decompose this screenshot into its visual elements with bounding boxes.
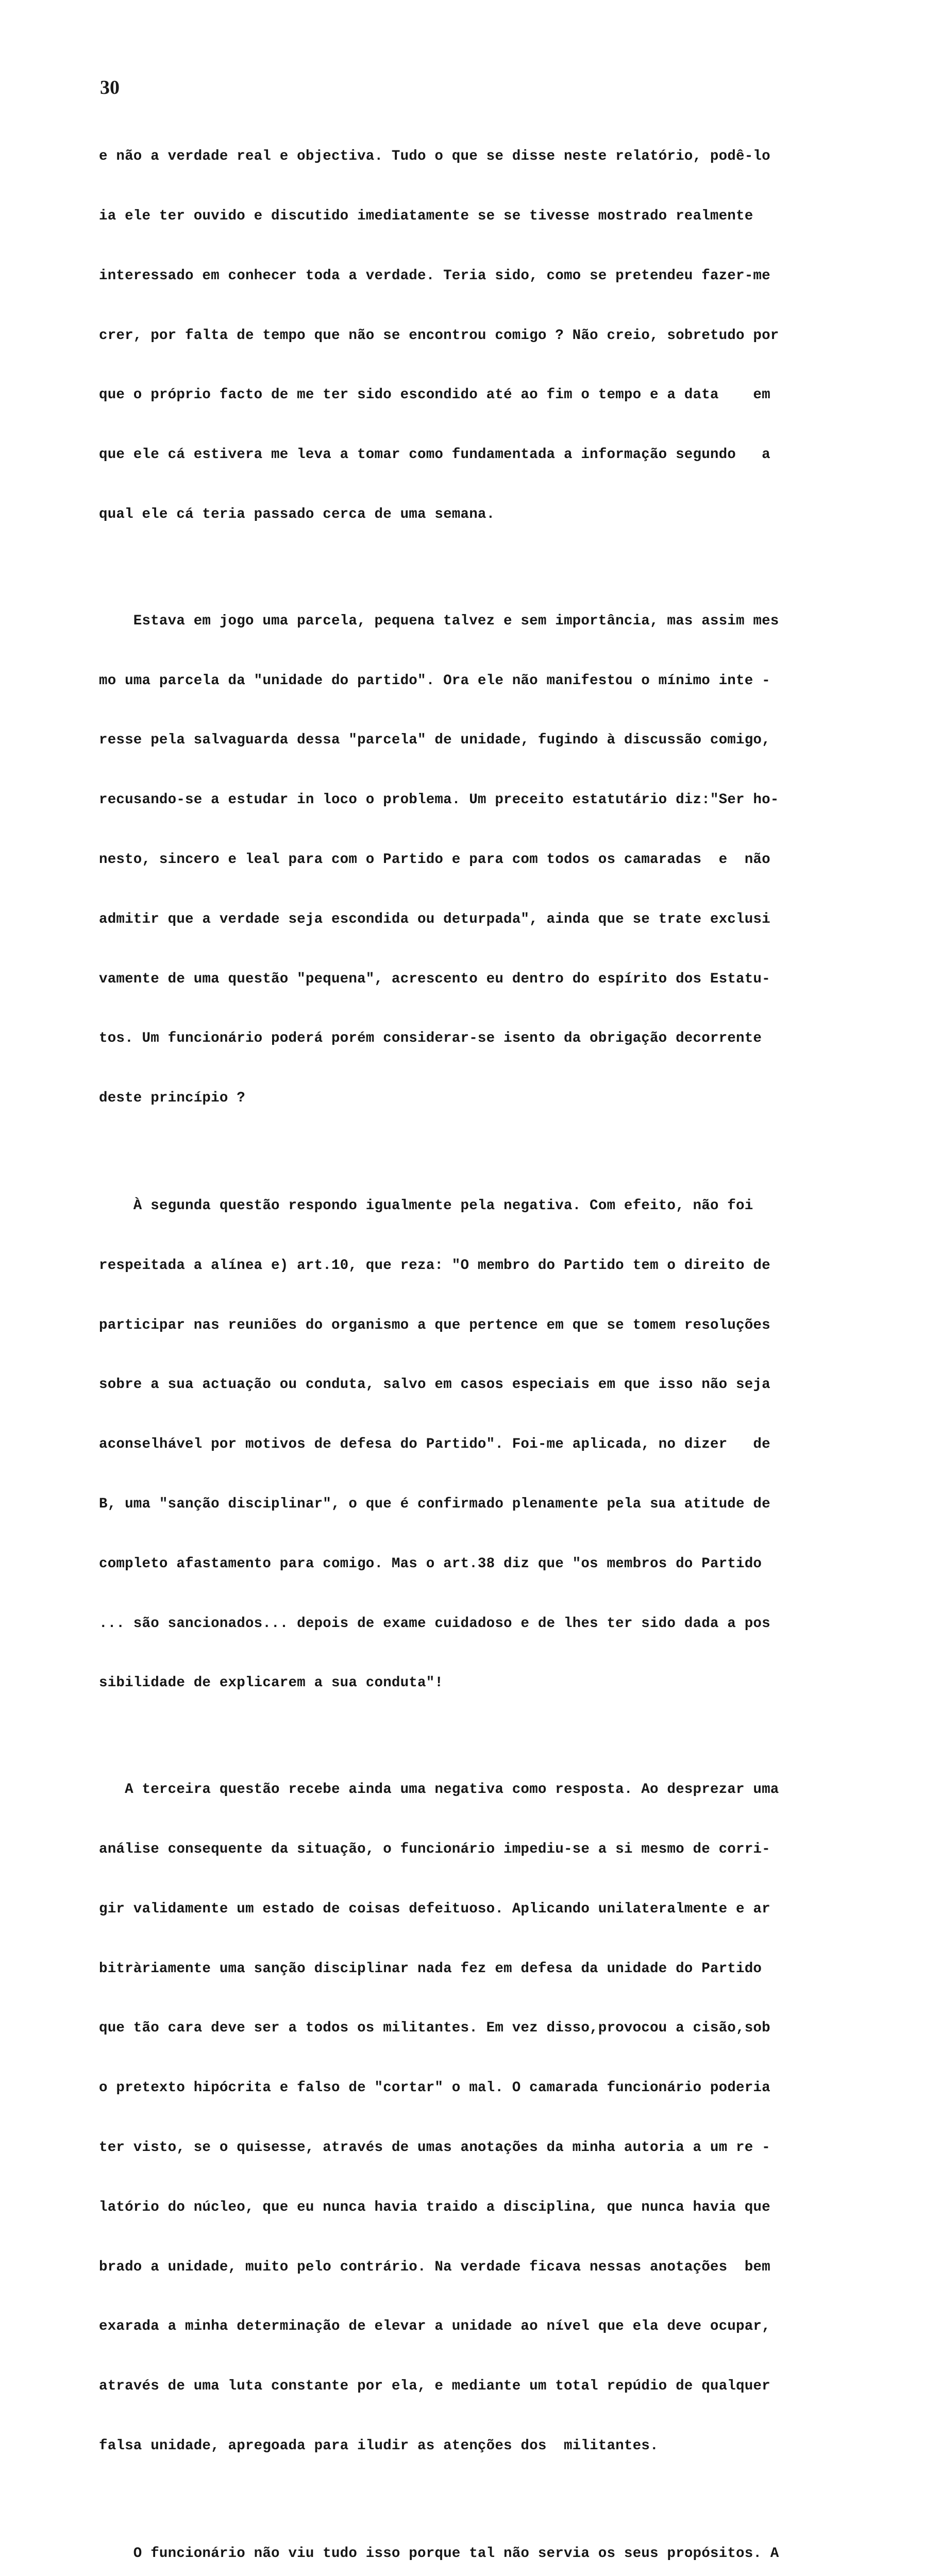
text-line: resse pela salvaguarda dessa "parcela" de unidade, fugindo à discussão comigo, bbox=[99, 732, 770, 749]
text-line: sibilidade de explicarem a sua conduta"! bbox=[99, 1675, 444, 1691]
text-line: admitir que a verdade seja escondida ou deturpada", ainda que se trate exclusi bbox=[99, 911, 770, 927]
paragraph bbox=[99, 572, 903, 1148]
text-line: sobre a sua actuação ou conduta, salvo em casos especiais em que isso não seja bbox=[99, 1377, 770, 1393]
text-line: brado a unidade, muito pelo contrário. Na verdade ficava nessas anotações bem bbox=[99, 2259, 770, 2275]
text-line: B, uma "sanção disciplinar", o que é confirmado plenamente pela sua atitude de bbox=[99, 1496, 770, 1512]
text-line: vamente de uma questão "pequena", acrescento eu dentro do espírito dos Estatu- bbox=[99, 971, 770, 987]
paragraph bbox=[99, 2504, 903, 2576]
document-body bbox=[99, 107, 903, 2576]
text-line: ia ele ter ouvido e discutido imediatamente se se tivesse mostrado realmente bbox=[99, 208, 753, 224]
text-line: exarada a minha determinação de elevar a unidade ao nível que ela deve ocupar, bbox=[99, 2318, 770, 2335]
text-line: latório do núcleo, que eu nunca havia traido a disciplina, que nunca havia que bbox=[99, 2199, 770, 2215]
text-line: completo afastamento para comigo. Mas o art.38 diz que "os membros do Partido bbox=[99, 1555, 762, 1572]
text-line: recusando-se a estudar in loco o problema. Um preceito estatutário diz:"Ser ho- bbox=[99, 792, 779, 808]
text-line: que ele cá estivera me leva a tomar como fundamentada a informação segundo a bbox=[99, 447, 770, 463]
text-line: Estava em jogo uma parcela, pequena talvez e sem importância, mas assim mes bbox=[99, 613, 779, 629]
text-line: nesto, sincero e leal para com o Partido e para com todos os camaradas e não bbox=[99, 851, 770, 868]
text-line: O funcionário não viu tudo isso porque tal não servia os seus propósitos. A bbox=[99, 2545, 779, 2562]
text-line: deste princípio ? bbox=[99, 1090, 245, 1107]
paragraph bbox=[99, 1157, 903, 1733]
text-line: falsa unidade, apregoada para iludir as atenções dos militantes. bbox=[99, 2437, 659, 2454]
text-line: gir validamente um estado de coisas defeituoso. Aplicando unilateralmente e ar bbox=[99, 1901, 770, 1917]
text-line: aconselhável por motivos de defesa do Partido". Foi-me aplicada, no dizer de bbox=[99, 1436, 770, 1453]
page-number: 30 bbox=[100, 77, 120, 98]
text-line: participar nas reuniões do organismo a que pertence em que se tomem resoluções bbox=[99, 1317, 770, 1333]
text-line: qual ele cá teria passado cerca de uma semana. bbox=[99, 506, 495, 522]
text-line: À segunda questão respondo igualmente pela negativa. Com efeito, não foi bbox=[99, 1198, 753, 1214]
text-line: que tão cara deve ser a todos os militantes. Em vez disso,provocou a cisão,sob bbox=[99, 2020, 770, 2037]
text-line: A terceira questão recebe ainda uma negativa como resposta. Ao desprezar uma bbox=[99, 1782, 779, 1798]
text-line: mo uma parcela da "unidade do partido". Ora ele não manifestou o mínimo inte - bbox=[99, 672, 770, 689]
text-line: o pretexto hipócrita e falso de "cortar" o mal. O camarada funcionário poderia bbox=[99, 2080, 770, 2096]
text-line: análise consequente da situação, o funcionário impediu-se a si mesmo de corri- bbox=[99, 1841, 770, 1858]
text-line: ... são sancionados... depois de exame cuidadoso e de lhes ter sido dada a pos bbox=[99, 1615, 770, 1632]
text-line: interessado em conhecer toda a verdade. Teria sido, como se pretendeu fazer-me bbox=[99, 267, 770, 284]
text-line: tos. Um funcionário poderá porém considerar-se isento da obrigação decorrente bbox=[99, 1030, 762, 1047]
paragraph bbox=[99, 1740, 903, 2496]
text-line: e não a verdade real e objectiva. Tudo o que se disse neste relatório, podê-lo bbox=[99, 148, 770, 165]
text-line: que o próprio facto de me ter sido escondido até ao fim o tempo e a data em bbox=[99, 387, 770, 403]
text-line: bitràriamente uma sanção disciplinar nada fez em defesa da unidade do Partido bbox=[99, 1960, 762, 1977]
text-line: crer, por falta de tempo que não se encontrou comigo ? Não creio, sobretudo por bbox=[99, 327, 779, 344]
paragraph bbox=[99, 107, 903, 565]
text-line: respeitada a alínea e) art.10, que reza: "O membro do Partido tem o direito de bbox=[99, 1257, 770, 1274]
text-line: através de uma luta constante por ela, e mediante um total repúdio de qualquer bbox=[99, 2378, 770, 2395]
text-line: ter visto, se o quisesse, através de umas anotações da minha autoria a um re - bbox=[99, 2139, 770, 2156]
